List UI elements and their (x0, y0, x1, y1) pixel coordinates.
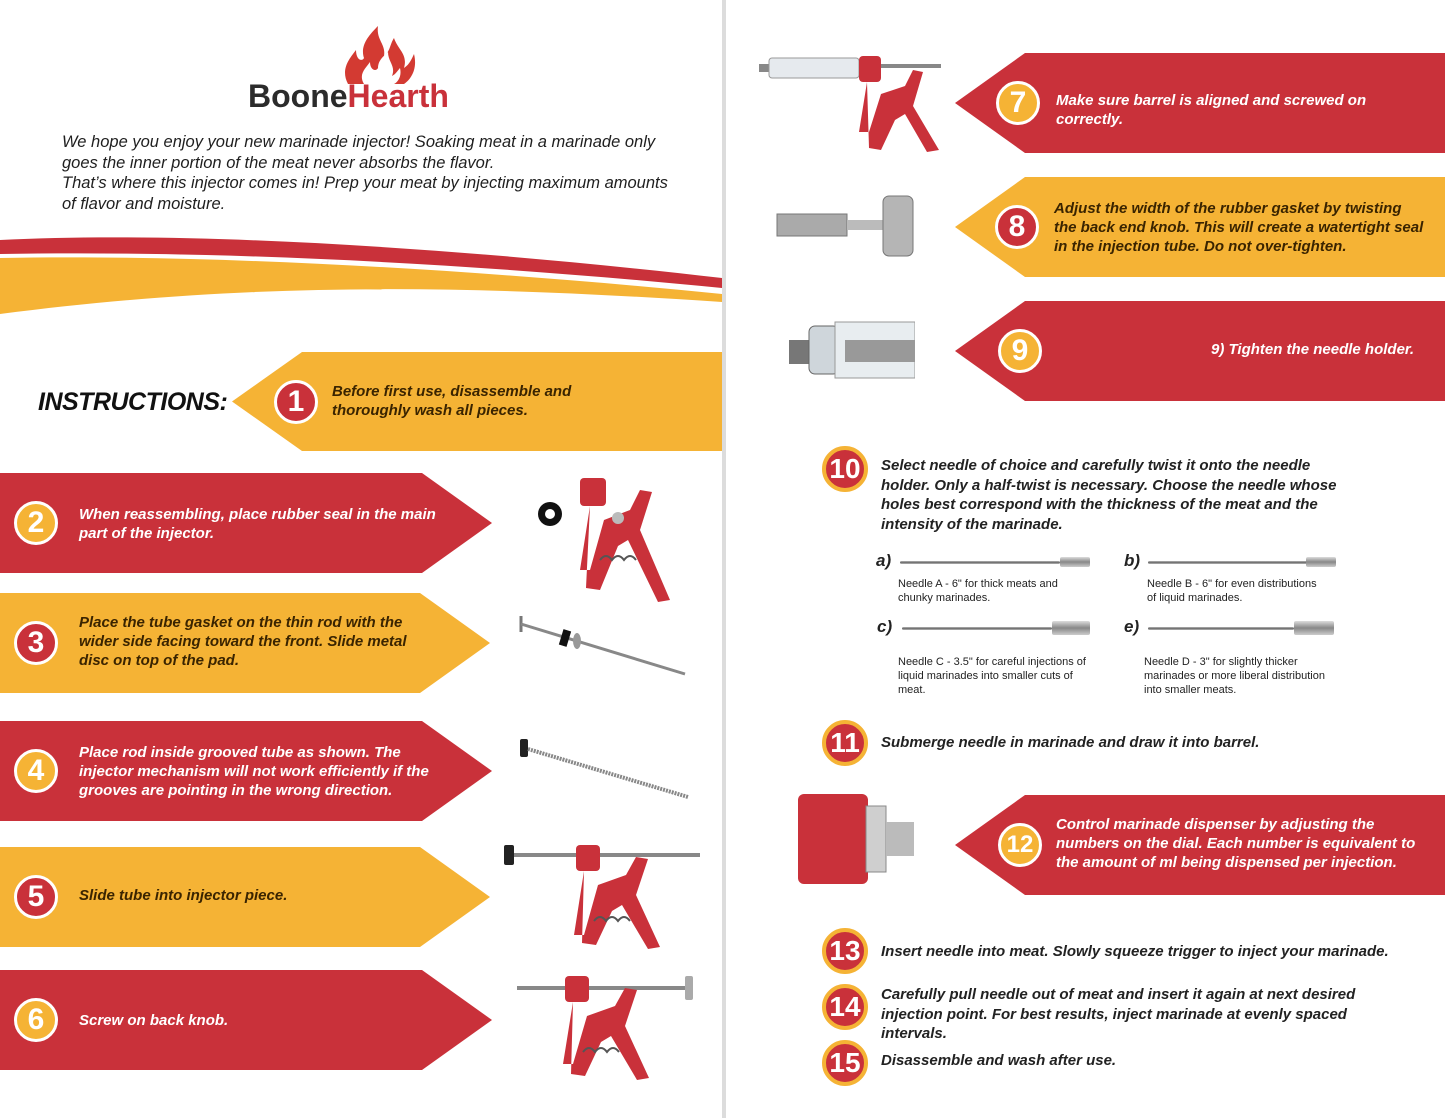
back-knob-image (775, 190, 920, 265)
step-10-text: Select needle of choice and carefully twist it onto the needle holder. Only a half-twist is necessary. Choose the needle whose holes best correspond with the thickness of the meat and the intensity of the marinade. (881, 457, 1337, 533)
brand-name-part1: Boone (248, 78, 348, 114)
step-4-banner (0, 721, 492, 821)
needle-b-label: b) (1124, 551, 1141, 570)
needle-d-description: Needle D - 3" for slightly thicker marinades or more liberal distribution into smaller meats. (1144, 656, 1325, 696)
step-13-text: Insert needle into meat. Slowly squeeze trigger to inject your marinade. (881, 943, 1389, 960)
step-15-text: Disassemble and wash after use. (881, 1052, 1117, 1069)
dial-closeup-image (796, 792, 916, 887)
grooved-tube-image (518, 735, 693, 805)
step-13-number: 13 (822, 928, 868, 974)
step-15-number: 15 (822, 1040, 868, 1086)
tube-in-injector-image (500, 835, 705, 953)
needle-b-hub (1306, 557, 1336, 567)
step-2-number: 2 (14, 501, 58, 545)
step-5-number: 5 (14, 875, 58, 919)
intro-text (62, 132, 682, 214)
rod-with-gasket-image (515, 610, 690, 680)
needle-holder-image (785, 310, 915, 390)
step-12-banner (955, 795, 1445, 895)
step-5-banner (0, 847, 490, 947)
step-1-banner (232, 352, 722, 451)
step-6-number: 6 (14, 998, 58, 1042)
needle-a-description: Needle A - 6" for thick meats and chunky marinades. (898, 578, 1058, 604)
needle-b-description: Needle B - 6" for even distributions of liquid marinades. (1147, 578, 1317, 604)
needle-d-shaft (1148, 627, 1294, 630)
injector-with-knob-image (515, 968, 695, 1088)
step-8-text: Adjust the width of the rubber gasket by twisting the back end knob. This will create a watertight seal in the injection tube. Do not over-tighten. (1054, 200, 1424, 255)
needle-c-hub (1052, 621, 1090, 635)
needle-d-hub (1294, 621, 1334, 635)
step-12-text: Control marinade dispenser by adjusting the numbers on the dial. Each number is equivalent to the amount of ml being dispensed per injection. (1056, 816, 1416, 871)
step-11-text: Submerge needle in marinade and draw it into barrel. (881, 734, 1260, 751)
step-1-number: 1 (274, 380, 318, 424)
brand-name-part2: Hearth (347, 78, 449, 114)
intro-line-1: We hope you enjoy your new marinade injector! Soaking meat in a marinade only goes the inner portion of the meat never absorbs the flavor. (62, 133, 656, 172)
decorative-swoosh (0, 230, 722, 320)
needle-a-label: a) (876, 551, 892, 570)
step-4-text: Place rod inside grooved tube as shown. The injector mechanism will not work efficiently if the grooves are pointing in the wrong direction. (79, 744, 429, 799)
step-7-number: 7 (996, 81, 1040, 125)
step-2-banner (0, 473, 492, 573)
step-2-text: When reassembling, place rubber seal in the main part of the injector. (79, 506, 436, 542)
step-10-number: 10 (822, 446, 868, 492)
needle-a-hub (1060, 557, 1090, 567)
brand-name (248, 78, 449, 115)
step-9-text: 9) Tighten the needle holder. (1211, 341, 1415, 358)
step-9-banner (955, 301, 1445, 401)
instructions-title: INSTRUCTIONS: (38, 388, 228, 416)
step-9-number: 9 (998, 329, 1042, 373)
step-5-text: Slide tube into injector piece. (79, 887, 288, 904)
step-1-text: Before first use, disassemble and thoroughly wash all pieces. (332, 383, 572, 419)
needle-d-label: e) (1124, 617, 1140, 636)
step-8-number: 8 (995, 205, 1039, 249)
step-7-text: Make sure barrel is aligned and screwed on correctly. (1056, 92, 1367, 128)
step-14-text: Carefully pull needle out of meat and insert it again at next desired injection point. For best results, inject marinade at evenly spaced intervals. (881, 986, 1356, 1042)
needle-c-shaft (902, 627, 1052, 630)
step-3-banner (0, 593, 490, 693)
step-3-text: Place the tube gasket on the thin rod with the wider side facing toward the front. Slide metal disc on top of the pad. (79, 614, 407, 669)
flame-icon (338, 24, 418, 86)
injector-with-seal-image (520, 470, 690, 610)
needle-c-description: Needle C - 3.5" for careful injections of liquid marinades into smaller cuts of meat. (898, 656, 1086, 696)
step-6-text: Screw on back knob. (79, 1012, 229, 1029)
step-12-number: 12 (998, 823, 1042, 867)
step-8-banner (955, 177, 1445, 277)
step-14-number: 14 (822, 984, 868, 1030)
needle-c-label: c) (877, 617, 893, 636)
step-11-number: 11 (822, 720, 868, 766)
intro-line-2: That’s where this injector comes in! Prep your meat by injecting maximum amounts of flavor and moisture. (62, 174, 668, 213)
needle-a-shaft (900, 561, 1060, 564)
step-7-banner (955, 53, 1445, 153)
step-3-number: 3 (14, 621, 58, 665)
step-4-number: 4 (14, 749, 58, 793)
step-6-banner (0, 970, 492, 1070)
assembled-injector-image (755, 50, 945, 155)
needle-b-shaft (1148, 561, 1308, 564)
